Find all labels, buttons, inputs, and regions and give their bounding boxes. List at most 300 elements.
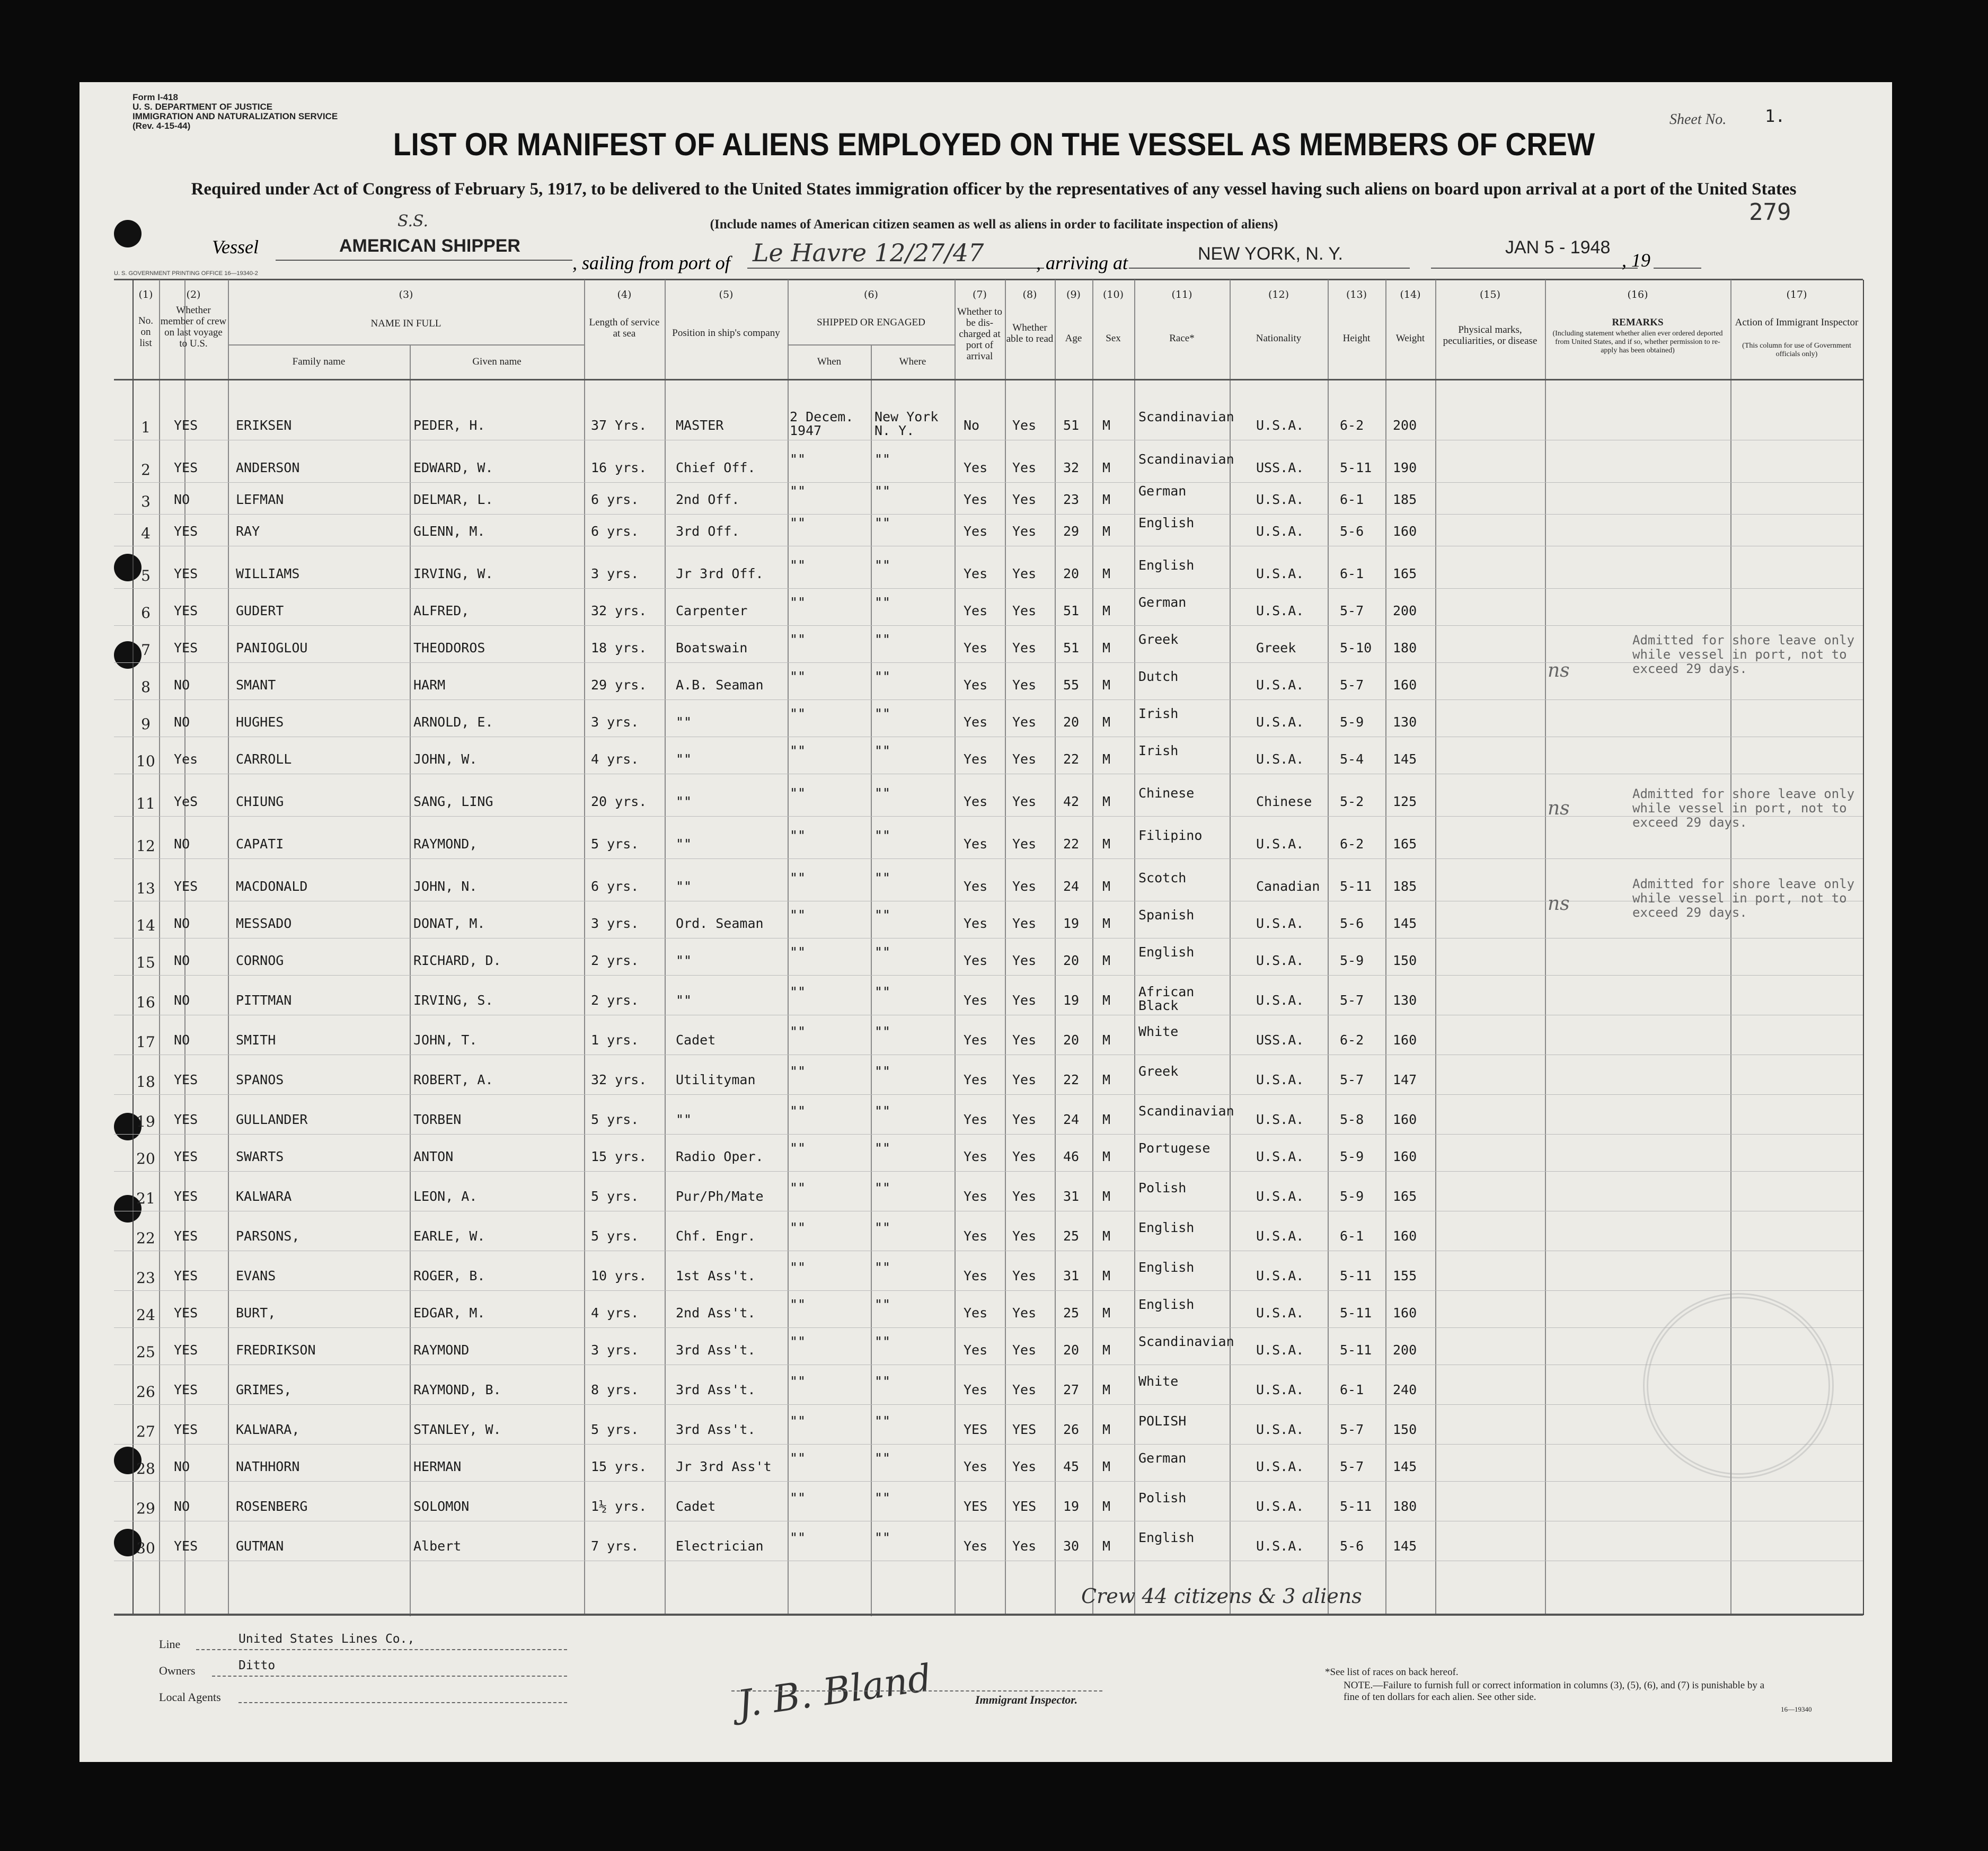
cell-sex: M bbox=[1102, 1112, 1111, 1127]
cell-sex: M bbox=[1102, 524, 1111, 539]
cell-weight: 130 bbox=[1393, 993, 1417, 1008]
cell-age: 32 bbox=[1063, 460, 1080, 475]
cell-age: 19 bbox=[1063, 993, 1080, 1008]
cell-discharged: Yes bbox=[964, 1342, 988, 1358]
cell-when: "" bbox=[790, 828, 806, 843]
row-rule bbox=[114, 662, 1863, 663]
cell-discharged: Yes bbox=[964, 603, 988, 618]
cell-nationality: U.S.A. bbox=[1256, 1268, 1304, 1283]
cell-prev: NO bbox=[174, 953, 190, 968]
arriving-port: NEW YORK, N. Y. bbox=[1198, 244, 1343, 264]
cell-sex: M bbox=[1102, 677, 1111, 693]
include-note: (Include names of American citizen seamen as well as aliens in order to facilitate inspection of aliens) bbox=[710, 217, 1278, 232]
cell-weight: 130 bbox=[1393, 714, 1417, 730]
column-number: (16) bbox=[1627, 289, 1648, 300]
cell-weight: 125 bbox=[1393, 794, 1417, 809]
row-number: 18 bbox=[136, 1073, 155, 1091]
row-number: 30 bbox=[136, 1539, 155, 1557]
cell-discharged: Yes bbox=[964, 1228, 988, 1244]
cell-discharged: YES bbox=[964, 1422, 988, 1437]
cell-sex: M bbox=[1102, 794, 1111, 809]
cell-when: "" bbox=[790, 944, 806, 960]
cell-weight: 160 bbox=[1393, 677, 1417, 693]
cell-read: Yes bbox=[1012, 1382, 1037, 1397]
cell-family: RAY bbox=[236, 524, 260, 539]
cell-where: "" bbox=[874, 944, 891, 960]
cell-service: 20 yrs. bbox=[591, 794, 647, 809]
cell-age: 22 bbox=[1063, 1072, 1080, 1087]
cell-sex: M bbox=[1102, 1459, 1111, 1474]
column-number: (6) bbox=[864, 289, 878, 300]
cell-when: "" bbox=[790, 1024, 806, 1039]
cell-position: "" bbox=[676, 836, 692, 852]
cell-height: 5-11 bbox=[1340, 1268, 1372, 1283]
header-sex: Sex bbox=[1106, 333, 1121, 344]
cell-nationality: USS.A. bbox=[1256, 1032, 1304, 1048]
inspector-initials: ns bbox=[1548, 798, 1570, 819]
cell-position: Jr 3rd Off. bbox=[676, 566, 764, 581]
cell-discharged: Yes bbox=[964, 879, 988, 894]
cell-height: 5-7 bbox=[1340, 993, 1364, 1008]
cell-given: ALFRED, bbox=[413, 603, 470, 618]
cell-prev: NO bbox=[174, 1032, 190, 1048]
cell-position: Chief Off. bbox=[676, 460, 756, 475]
cell-read: Yes bbox=[1012, 836, 1037, 852]
cell-discharged: Yes bbox=[964, 640, 988, 656]
cell-service: 1 yrs. bbox=[591, 1032, 639, 1048]
cell-nationality: U.S.A. bbox=[1256, 836, 1304, 852]
cell-family: KALWARA, bbox=[236, 1422, 300, 1437]
cell-where: "" bbox=[874, 1450, 891, 1466]
cell-when: "" bbox=[790, 870, 806, 885]
cell-position: Boatswain bbox=[676, 640, 748, 656]
row-number: 29 bbox=[136, 1500, 155, 1517]
cell-where: "" bbox=[874, 1140, 891, 1156]
column-number: (5) bbox=[719, 289, 734, 300]
cell-where: "" bbox=[874, 828, 891, 843]
inspector-initials: ns bbox=[1548, 660, 1570, 681]
cell-height: 5-7 bbox=[1340, 677, 1364, 693]
cell-age: 27 bbox=[1063, 1382, 1080, 1397]
cell-height: 5-6 bbox=[1340, 1538, 1364, 1554]
row-number: 22 bbox=[136, 1229, 155, 1247]
row-rule bbox=[114, 1290, 1863, 1291]
cell-read: Yes bbox=[1012, 879, 1037, 894]
row-number: 27 bbox=[136, 1423, 155, 1440]
cell-nationality: U.S.A. bbox=[1256, 1149, 1304, 1164]
cell-read: Yes bbox=[1012, 1538, 1037, 1554]
cell-height: 5-10 bbox=[1340, 640, 1372, 656]
cell-discharged: Yes bbox=[964, 993, 988, 1008]
cell-service: 37 Yrs. bbox=[591, 418, 647, 433]
cell-height: 5-4 bbox=[1340, 751, 1364, 767]
cell-given: EDWARD, W. bbox=[413, 460, 493, 475]
cell-given: RICHARD, D. bbox=[413, 953, 501, 968]
cell-service: 16 yrs. bbox=[591, 460, 647, 475]
cell-weight: 145 bbox=[1393, 751, 1417, 767]
cell-sex: M bbox=[1102, 1305, 1111, 1321]
cell-age: 51 bbox=[1063, 640, 1080, 656]
cell-where: "" bbox=[874, 743, 891, 758]
cell-service: 5 yrs. bbox=[591, 1189, 639, 1204]
header-action-note: (This column for use of Government officials only) bbox=[1742, 342, 1851, 358]
cell-given: RAYMOND, bbox=[413, 836, 478, 852]
line-value: United States Lines Co., bbox=[238, 1632, 415, 1646]
cell-height: 5-2 bbox=[1340, 794, 1364, 809]
row-rule bbox=[114, 816, 1863, 817]
cell-service: 5 yrs. bbox=[591, 1112, 639, 1127]
cell-position: Electrician bbox=[676, 1538, 764, 1554]
cell-family: MESSADO bbox=[236, 916, 292, 931]
cell-service: 32 yrs. bbox=[591, 603, 647, 618]
row-number: 14 bbox=[136, 917, 155, 934]
cell-service: 3 yrs. bbox=[591, 566, 639, 581]
form-code: 16—19340 bbox=[1781, 1705, 1812, 1713]
cell-weight: 190 bbox=[1393, 460, 1417, 475]
row-number: 19 bbox=[136, 1113, 155, 1130]
official-seal bbox=[1643, 1293, 1834, 1478]
cell-family: ANDERSON bbox=[236, 460, 300, 475]
cell-height: 5-11 bbox=[1340, 1305, 1372, 1321]
cell-when: "" bbox=[790, 785, 806, 801]
header-length-service: Length of service at sea bbox=[589, 317, 660, 339]
cell-position: Pur/Ph/Mate bbox=[676, 1189, 764, 1204]
cell-race: Chinese bbox=[1138, 785, 1195, 801]
cell-prev: YeS bbox=[174, 794, 198, 809]
row-number: 6 bbox=[141, 604, 151, 622]
cell-read: Yes bbox=[1012, 714, 1037, 730]
row-number: 28 bbox=[136, 1460, 155, 1477]
cell-sex: M bbox=[1102, 1268, 1111, 1283]
header-family-name: Family name bbox=[292, 356, 346, 367]
cell-discharged: Yes bbox=[964, 492, 988, 507]
cell-weight: 160 bbox=[1393, 1305, 1417, 1321]
row-number: 16 bbox=[136, 994, 155, 1011]
column-number: (15) bbox=[1479, 289, 1500, 300]
row-number: 3 bbox=[141, 493, 151, 510]
row-rule bbox=[114, 588, 1863, 589]
cell-read: Yes bbox=[1012, 460, 1037, 475]
column-number: (2) bbox=[186, 289, 201, 300]
cell-read: Yes bbox=[1012, 916, 1037, 931]
cell-sex: M bbox=[1102, 1538, 1111, 1554]
cell-weight: 185 bbox=[1393, 492, 1417, 507]
cell-read: Yes bbox=[1012, 418, 1037, 433]
row-number: 12 bbox=[136, 837, 155, 855]
cell-nationality: U.S.A. bbox=[1256, 1422, 1304, 1437]
cell-age: 19 bbox=[1063, 1499, 1080, 1514]
cell-service: 1½ yrs. bbox=[591, 1499, 647, 1514]
cell-age: 24 bbox=[1063, 1112, 1080, 1127]
header-name-in-full: NAME IN FULL bbox=[370, 318, 441, 329]
cell-service: 6 yrs. bbox=[591, 879, 639, 894]
cell-service: 2 yrs. bbox=[591, 993, 639, 1008]
cell-given: ANTON bbox=[413, 1149, 454, 1164]
cell-discharged: Yes bbox=[964, 1538, 988, 1554]
cell-family: MACDONALD bbox=[236, 879, 308, 894]
cell-position: 2nd Ass't. bbox=[676, 1305, 756, 1321]
cell-when: "" bbox=[790, 1450, 806, 1466]
cell-height: 5-7 bbox=[1340, 1459, 1364, 1474]
row-rule bbox=[114, 1327, 1863, 1328]
cell-age: 46 bbox=[1063, 1149, 1080, 1164]
cell-family: ERIKSEN bbox=[236, 418, 292, 433]
cell-weight: 145 bbox=[1393, 916, 1417, 931]
cell-prev: YES bbox=[174, 566, 198, 581]
cell-service: 3 yrs. bbox=[591, 714, 639, 730]
cell-family: SMANT bbox=[236, 677, 276, 693]
row-rule bbox=[114, 482, 1863, 483]
cell-race: German bbox=[1138, 1450, 1187, 1466]
cell-sex: M bbox=[1102, 492, 1111, 507]
cell-sex: M bbox=[1102, 993, 1111, 1008]
cell-given: SOLOMON bbox=[413, 1499, 470, 1514]
cell-family: ROSENBERG bbox=[236, 1499, 308, 1514]
sailing-port: Le Havre 12/27/47 bbox=[753, 238, 984, 267]
column-number: (11) bbox=[1171, 289, 1192, 300]
cell-discharged: Yes bbox=[964, 953, 988, 968]
cell-read: Yes bbox=[1012, 751, 1037, 767]
cell-height: 5-7 bbox=[1340, 603, 1364, 618]
cell-position: "" bbox=[676, 794, 692, 809]
cell-weight: 180 bbox=[1393, 640, 1417, 656]
cell-prev: NO bbox=[174, 916, 190, 931]
cell-height: 6-2 bbox=[1340, 418, 1364, 433]
cell-sex: M bbox=[1102, 1499, 1111, 1514]
cell-when: "" bbox=[790, 1530, 806, 1545]
cell-nationality: U.S.A. bbox=[1256, 524, 1304, 539]
cell-nationality: U.S.A. bbox=[1256, 418, 1304, 433]
remark-row-11: Admitted for shore leave only while vessel in port, not to exceed 29 days. bbox=[1632, 786, 1855, 830]
cell-race: POLISH bbox=[1138, 1413, 1187, 1429]
cell-discharged: Yes bbox=[964, 1032, 988, 1048]
cell-where: "" bbox=[874, 483, 891, 499]
cell-where: "" bbox=[874, 1530, 891, 1545]
row-number: 21 bbox=[136, 1190, 155, 1207]
cell-age: 20 bbox=[1063, 714, 1080, 730]
cell-age: 31 bbox=[1063, 1189, 1080, 1204]
cell-prev: NO bbox=[174, 714, 190, 730]
cell-prev: NO bbox=[174, 993, 190, 1008]
header-where: Where bbox=[899, 356, 926, 367]
cell-prev: YES bbox=[174, 1228, 198, 1244]
row-number: 20 bbox=[136, 1150, 155, 1167]
row-number: 5 bbox=[141, 567, 151, 584]
cell-when: "" bbox=[790, 1064, 806, 1079]
cell-race: Dutch bbox=[1138, 669, 1179, 684]
cell-where: "" bbox=[874, 1024, 891, 1039]
row-number: 25 bbox=[136, 1343, 155, 1361]
cell-nationality: U.S.A. bbox=[1256, 1305, 1304, 1321]
cell-position: Radio Oper. bbox=[676, 1149, 764, 1164]
cell-read: YES bbox=[1012, 1499, 1037, 1514]
cell-service: 32 yrs. bbox=[591, 1072, 647, 1087]
cell-when: "" bbox=[790, 1334, 806, 1349]
row-rule bbox=[114, 1444, 1863, 1445]
cell-when: "" bbox=[790, 1180, 806, 1195]
cell-family: PITTMAN bbox=[236, 993, 292, 1008]
cell-position: Cadet bbox=[676, 1499, 716, 1514]
crew-summary-note: Crew 44 citizens & 3 aliens bbox=[1081, 1584, 1362, 1608]
races-note: *See list of races on back hereof. bbox=[1325, 1667, 1459, 1678]
cell-family: GULLANDER bbox=[236, 1112, 308, 1127]
cell-age: 20 bbox=[1063, 1342, 1080, 1358]
cell-where: "" bbox=[874, 669, 891, 684]
cell-where: "" bbox=[874, 984, 891, 999]
row-number: 15 bbox=[136, 954, 155, 971]
cell-where: "" bbox=[874, 1334, 891, 1349]
remark-row-7: Admitted for shore leave only while vessel in port, not to exceed 29 days. bbox=[1632, 633, 1855, 676]
cell-height: 5-11 bbox=[1340, 1499, 1372, 1514]
cell-prev: NO bbox=[174, 836, 190, 852]
cell-age: 22 bbox=[1063, 836, 1080, 852]
owners-value: Ditto bbox=[238, 1659, 276, 1672]
row-number: 11 bbox=[136, 795, 155, 812]
cell-prev: YES bbox=[174, 1112, 198, 1127]
column-number: (3) bbox=[399, 289, 413, 300]
cell-family: PARSONS, bbox=[236, 1228, 300, 1244]
cell-nationality: U.S.A. bbox=[1256, 916, 1304, 931]
cell-read: Yes bbox=[1012, 640, 1037, 656]
cell-nationality: U.S.A. bbox=[1256, 751, 1304, 767]
cell-when: "" bbox=[790, 1140, 806, 1156]
cell-prev: YES bbox=[174, 1268, 198, 1283]
sailing-label: , sailing from port of bbox=[572, 252, 730, 273]
cell-age: 29 bbox=[1063, 524, 1080, 539]
cell-read: Yes bbox=[1012, 1268, 1037, 1283]
cell-family: FREDRIKSON bbox=[236, 1342, 316, 1358]
cell-prev: NO bbox=[174, 1459, 190, 1474]
column-number: (8) bbox=[1022, 289, 1037, 300]
cell-prev: YES bbox=[174, 1305, 198, 1321]
cell-position: Jr 3rd Ass't bbox=[676, 1459, 772, 1474]
cell-nationality: USS.A. bbox=[1256, 460, 1304, 475]
cell-race: English bbox=[1138, 557, 1195, 573]
row-rule bbox=[114, 975, 1863, 976]
header-remarks: REMARKS bbox=[1612, 317, 1664, 328]
cell-where: "" bbox=[874, 557, 891, 573]
row-number: 4 bbox=[141, 525, 151, 542]
cell-prev: YES bbox=[174, 1382, 198, 1397]
cell-nationality: U.S.A. bbox=[1256, 1112, 1304, 1127]
row-rule bbox=[114, 858, 1863, 859]
cell-nationality: Greek bbox=[1256, 640, 1296, 656]
cell-given: RAYMOND bbox=[413, 1342, 470, 1358]
cell-race: Greek bbox=[1138, 1064, 1179, 1079]
cell-when: "" bbox=[790, 483, 806, 499]
cell-race: English bbox=[1138, 1220, 1195, 1235]
cell-sex: M bbox=[1102, 953, 1111, 968]
column-number: (17) bbox=[1786, 289, 1807, 300]
cell-position: Carpenter bbox=[676, 603, 748, 618]
cell-family: CARROLL bbox=[236, 751, 292, 767]
cell-given: TORBEN bbox=[413, 1112, 462, 1127]
cell-service: 6 yrs. bbox=[591, 492, 639, 507]
cell-discharged: Yes bbox=[964, 1112, 988, 1127]
cell-race: Irish bbox=[1138, 743, 1179, 758]
cell-family: CAPATI bbox=[236, 836, 284, 852]
cell-given: PEDER, H. bbox=[413, 418, 485, 433]
cell-read: Yes bbox=[1012, 566, 1037, 581]
cell-prev: YES bbox=[174, 1189, 198, 1204]
cell-given: HARM bbox=[413, 677, 446, 693]
cell-where: "" bbox=[874, 1180, 891, 1195]
cell-height: 6-2 bbox=[1340, 1032, 1364, 1048]
cell-where: "" bbox=[874, 706, 891, 721]
cell-read: Yes bbox=[1012, 1459, 1037, 1474]
cell-race: Spanish bbox=[1138, 907, 1195, 923]
cell-race: English bbox=[1138, 1260, 1195, 1275]
cell-read: Yes bbox=[1012, 953, 1037, 968]
header-last-voyage: Whether member of crew on last voyage to U.S. bbox=[160, 305, 227, 349]
cell-position: 2nd Off. bbox=[676, 492, 740, 507]
row-number: 2 bbox=[141, 461, 151, 479]
row-number: 24 bbox=[136, 1306, 155, 1324]
row-number: 17 bbox=[136, 1033, 155, 1051]
cell-discharged: Yes bbox=[964, 836, 988, 852]
vessel-prefix: S.S. bbox=[397, 212, 429, 231]
cell-family: SPANOS bbox=[236, 1072, 284, 1087]
cell-given: Albert bbox=[413, 1538, 462, 1554]
line-label: Line bbox=[159, 1637, 181, 1651]
cell-position: A.B. Seaman bbox=[676, 677, 764, 693]
cell-read: Yes bbox=[1012, 492, 1037, 507]
cell-nationality: U.S.A. bbox=[1256, 1459, 1304, 1474]
cell-race: Scandinavian bbox=[1138, 451, 1234, 467]
cell-service: 5 yrs. bbox=[591, 1228, 639, 1244]
column-number: (10) bbox=[1102, 289, 1124, 300]
cell-nationality: Canadian bbox=[1256, 879, 1320, 894]
cell-age: 51 bbox=[1063, 603, 1080, 618]
cell-weight: 160 bbox=[1393, 1149, 1417, 1164]
arrival-date: JAN 5 - 1948 bbox=[1505, 237, 1611, 258]
cell-nationality: U.S.A. bbox=[1256, 1189, 1304, 1204]
cell-age: 51 bbox=[1063, 418, 1080, 433]
cell-age: 42 bbox=[1063, 794, 1080, 809]
cell-height: 5-11 bbox=[1340, 1342, 1372, 1358]
row-number: 7 bbox=[141, 641, 151, 659]
cell-nationality: U.S.A. bbox=[1256, 1072, 1304, 1087]
cell-weight: 200 bbox=[1393, 603, 1417, 618]
cell-read: Yes bbox=[1012, 524, 1037, 539]
column-number: (14) bbox=[1400, 289, 1421, 300]
cell-weight: 147 bbox=[1393, 1072, 1417, 1087]
cell-prev: Yes bbox=[174, 751, 198, 767]
cell-prev: YES bbox=[174, 640, 198, 656]
cell-sex: M bbox=[1102, 1382, 1111, 1397]
cell-position: 3rd Ass't. bbox=[676, 1422, 756, 1437]
cell-when: "" bbox=[790, 1490, 806, 1505]
cell-sex: M bbox=[1102, 1422, 1111, 1437]
cell-weight: 240 bbox=[1393, 1382, 1417, 1397]
cell-given: ROGER, B. bbox=[413, 1268, 485, 1283]
cell-service: 6 yrs. bbox=[591, 524, 639, 539]
cell-given: DELMAR, L. bbox=[413, 492, 493, 507]
cell-sex: M bbox=[1102, 1032, 1111, 1048]
cell-age: 25 bbox=[1063, 1305, 1080, 1321]
cell-service: 3 yrs. bbox=[591, 916, 639, 931]
cell-sex: M bbox=[1102, 1072, 1111, 1087]
cell-service: 18 yrs. bbox=[591, 640, 647, 656]
header-physical-marks: Physical marks, peculiarities, or disease bbox=[1443, 324, 1538, 347]
cell-given: SANG, LING bbox=[413, 794, 493, 809]
cell-race: German bbox=[1138, 595, 1187, 610]
cell-position: 3rd Ass't. bbox=[676, 1382, 756, 1397]
cell-discharged: YES bbox=[964, 1499, 988, 1514]
cell-position: "" bbox=[676, 714, 692, 730]
cell-age: 26 bbox=[1063, 1422, 1080, 1437]
header-shipped-engaged: SHIPPED OR ENGAGED bbox=[817, 317, 925, 328]
